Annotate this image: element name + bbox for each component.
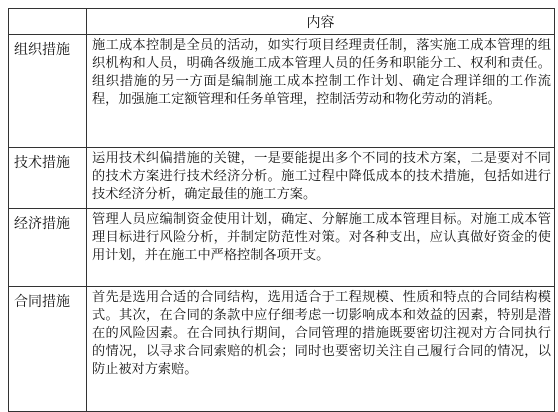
row-content-economic: 管理人员应编制资金使用计划，确定、分解施工成本管理目标。对施工成本管理目标进行风险分析，并制定防范性对策。对各种支出，应认真做好资金的使用计划，并在施工中严格控制各项开支。 (87, 209, 555, 287)
table-row (9, 209, 555, 287)
table-row (9, 287, 555, 412)
header-content-cell: 内容 (87, 9, 555, 35)
row-content-contract: 首先是选用合适的合同结构，选用适合于工程规模、性质和特点的合同结构模式。其次，在合同的条款中应仔细考虑一切影响成本和效益的因素，特别是潜在的风险因素。在合同执行期间，合同管理的措施既要密切注视对方合同执行的情况，以寻求合同索赔的机会；同时也要密切关注自己履行合同的情况，以防止被对方索赔。 (87, 287, 555, 412)
table-row (9, 148, 555, 209)
row-label-contract: 合同措施 (9, 287, 87, 412)
table-header-row (9, 9, 555, 35)
row-label-technical: 技术措施 (9, 148, 87, 209)
row-content-organizational: 施工成本控制是全员的活动，如实行项目经理责任制，落实施工成本管理的组织机构和人员，明确各级施工成本管理人员的任务和职能分工、权利和责任。组织措施的另一方面是编制施工成本控制工作计划、确定合理详细的工作流程，加强施工定额管理和任务单管理，控制活劳动和物化劳动的消耗。 (87, 35, 555, 148)
header-empty-cell (9, 9, 87, 35)
table-row (9, 35, 555, 148)
row-label-organizational: 组织措施 (9, 35, 87, 148)
row-label-economic: 经济措施 (9, 209, 87, 287)
measures-table (8, 8, 555, 412)
row-content-technical: 运用技术纠偏措施的关键，一是要能提出多个不同的技术方案，二是要对不同的技术方案进行技术经济分析。施工过程中降低成本的技术措施，包括如进行技术经济分析，确定最佳的施工方案。 (87, 148, 555, 209)
